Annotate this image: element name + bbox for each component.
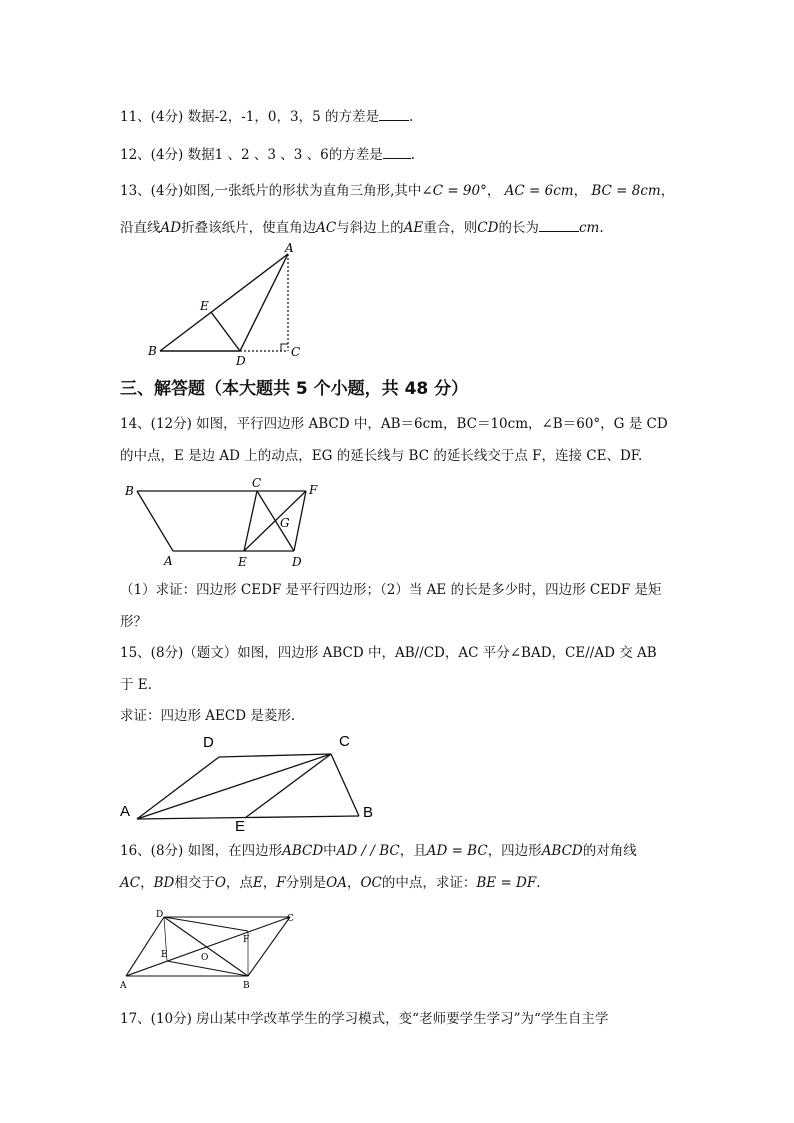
answer-blank [383,144,411,159]
label-e: E [161,950,168,960]
label-f: F [309,483,318,497]
question-14-line-4: 形？ [120,614,147,630]
label-b: B [363,804,374,821]
label-b: B [243,981,250,991]
label-c: C [287,914,294,924]
question-14-line-3: （1）求证：四边形 CEDF 是平行四边形；（2）当 AE 的长是多少时，四边形 CEDF 是矩 [120,582,662,598]
label-g: G [280,516,290,530]
question-14-line-2: 的中点，E 是边 AD 上的动点，EG 的延长线与 BC 的延长线交于点 F，连接 CE、DF. [120,448,643,464]
question-15-line-2: 于 E. [120,677,152,693]
label-a: A [164,554,173,568]
label-d: D [203,734,214,751]
figure-q14-parallelogram [120,475,335,570]
question-11: 11、(4分) 数据-2，-1，0，3，5 的方差是 . [120,106,413,127]
question-16-line-2: AC，BD相交于O，点E，F分别是OA，OC的中点，求证：BE = DF. [120,875,541,891]
section-heading: 三、解答题（本大题共 5 个小题，共 48 分） [120,379,469,399]
label-d: D [236,354,246,368]
question-16-line-1: 16、(8分) 如图，在四边形ABCD中AD / / BC，且AD = BC，四边形ABCD的对角线 [120,843,637,859]
label-a: A [120,803,131,820]
question-13-line-2: 沿直线AD折叠该纸片，使直角边AC与斜边上的AE重合，则CD的长为 cm. [120,217,604,238]
question-12: 12、(4分) 数据1 、2 、3 、3 、6的方差是 . [120,144,415,165]
label-c: C [252,476,262,490]
label-d: D [292,555,302,569]
figure-q16-quadrilateral [115,905,315,995]
figure-q13-triangle [140,240,320,368]
question-11-text: 11、(4分) 数据-2，-1，0，3，5 的方差是 [120,109,379,125]
figure-q15-quadrilateral [115,728,385,833]
question-15-line-3: 求证：四边形 AECD 是菱形. [120,708,296,724]
question-17-line-1: 17、(10分) 房山某中学改革学生的学习模式，变“老师要学生学习”为“学生自主学 [120,1011,609,1027]
label-b: B [148,344,157,358]
label-a: A [285,241,294,255]
answer-blank [539,217,579,232]
label-o: O [201,953,209,963]
label-f: F [243,935,250,945]
label-b: B [125,484,134,498]
question-14-line-1: 14、(12分) 如图，平行四边形 ABCD 中，AB＝6cm，BC＝10cm，∠B＝60°，G 是 CD [120,416,668,432]
label-a: A [120,981,127,991]
label-c: C [339,733,350,750]
question-12-text: 12、(4分) 数据1 、2 、3 、3 、6的方差是 [120,147,383,163]
label-c: C [291,345,301,359]
label-e: E [235,818,246,835]
label-e: E [200,299,209,313]
label-e: E [238,555,247,569]
question-15-line-1: 15、(8分)（题文）如图，四边形 ABCD 中，AB//CD，AC 平分∠BAD，CE//AD 交 AB [120,645,657,661]
question-13-line-1: 13、(4分)如图,一张纸片的形状为直角三角形,其中∠C = 90°， AC = 6cm， BC = 8cm， [120,183,675,199]
answer-blank [379,106,409,121]
label-d: D [156,910,164,920]
